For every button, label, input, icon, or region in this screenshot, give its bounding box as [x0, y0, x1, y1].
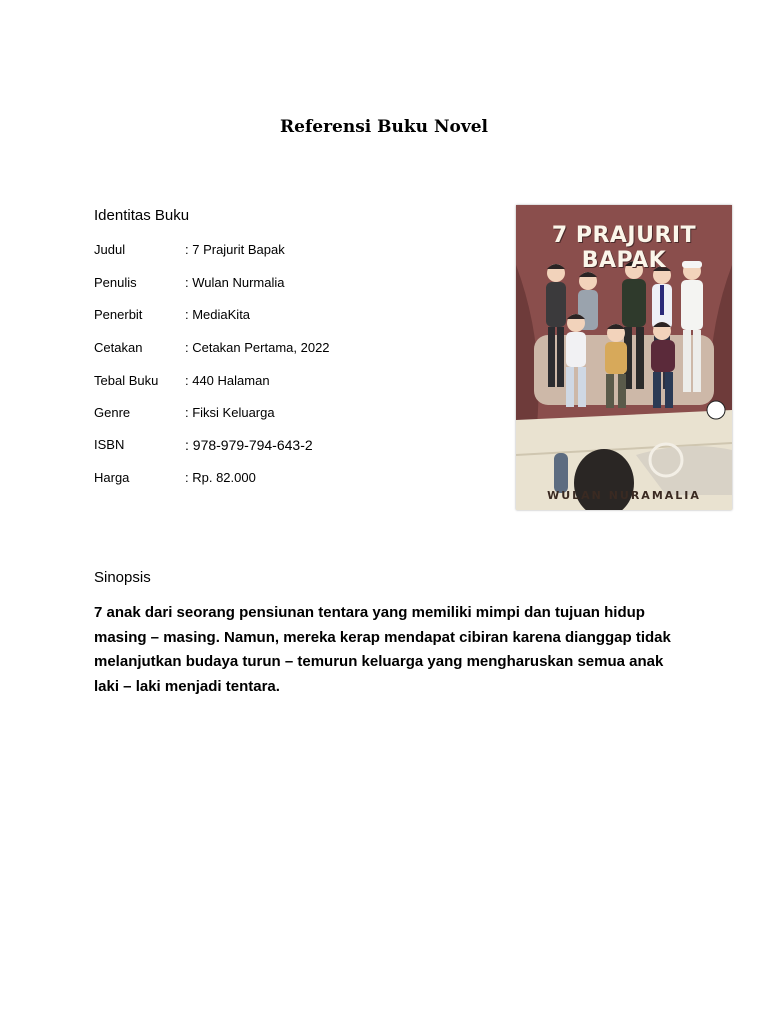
synopsis-heading: Sinopsis	[94, 569, 151, 586]
identity-value: : 440 Halaman	[185, 373, 270, 388]
identity-label: Tebal Buku	[94, 373, 159, 388]
identity-row-isbn	[94, 437, 454, 455]
cover-title: 7 PRAJURIT BAPAK	[551, 223, 697, 273]
identity-label: Penerbit	[94, 307, 143, 322]
identity-label: Cetakan	[94, 340, 143, 355]
identity-row-tebal	[94, 373, 454, 391]
identity-value: : MediaKita	[185, 307, 251, 322]
identity-label: Penulis	[94, 275, 137, 290]
cover-author: WULAN NURAMALIA	[547, 489, 701, 502]
identity-value: : Fiksi Keluarga	[185, 405, 275, 420]
identity-row-cetakan	[94, 340, 454, 358]
page-title: Referensi Buku Novel	[280, 117, 488, 137]
identity-value: : 7 Prajurit Bapak	[185, 242, 285, 257]
identity-label: Harga	[94, 470, 130, 485]
identity-label: Genre	[94, 405, 131, 420]
identity-heading: Identitas Buku	[94, 207, 190, 224]
identity-row-penerbit	[94, 307, 454, 325]
identity-row-harga	[94, 470, 454, 488]
identity-value: : Rp. 82.000	[185, 470, 256, 485]
identity-label: ISBN	[94, 437, 125, 452]
identity-row-judul	[94, 242, 454, 260]
identity-value: : Wulan Nurmalia	[185, 275, 285, 290]
identity-row-penulis	[94, 275, 454, 293]
book-cover-image	[516, 205, 732, 510]
identity-row-genre	[94, 405, 454, 423]
identity-label: Judul	[94, 242, 126, 257]
synopsis-text: 7 anak dari seorang pensiunan tentara yang memiliki mimpi dan tujuan hidup masing – masing. Namun, mereka kerap mendapat cibiran karena dianggap tidak melanjutkan budaya turun – temurun keluarga yang mengharuskan semua anak laki – laki menjadi tentara.	[94, 604, 671, 695]
identity-value: : 978-979-794-643-2	[185, 437, 313, 453]
identity-value: : Cetakan Pertama, 2022	[185, 340, 330, 355]
